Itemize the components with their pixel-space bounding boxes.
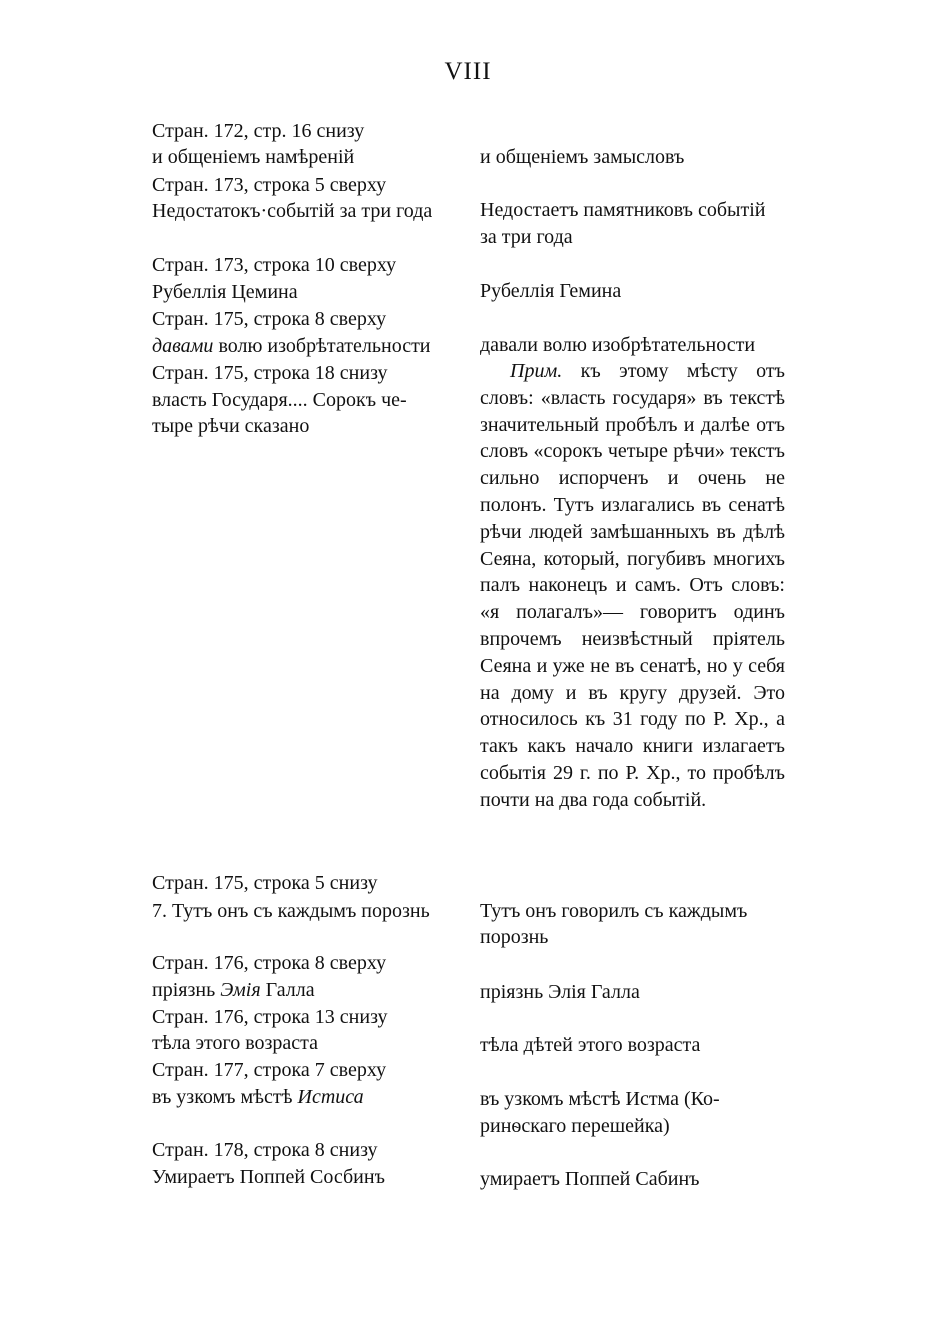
errata-location: Стран. 177, строка 7 сверху — [152, 1059, 387, 1081]
correction-text: и общеніемъ замысловъ — [480, 146, 685, 168]
correction-text: ринѳскаго перешейка) — [480, 1115, 670, 1137]
errata-location: Стран. 175, строка 5 снизу — [152, 872, 378, 894]
correction-text: Тутъ онъ говорилъ съ каждымъ — [480, 900, 748, 922]
errata-wrong-text — [152, 977, 315, 1003]
errata-wrong-text — [152, 1084, 364, 1110]
errata-wrong-text: тѣла этого возраста — [152, 1032, 319, 1054]
errata-wrong-text: Рубеллія Цемина — [152, 281, 298, 303]
errata-location: Стран. 175, строка 8 сверху — [152, 308, 387, 330]
correction-text: за три года — [480, 226, 573, 248]
italic-word: давами — [152, 335, 214, 357]
errata-location: Стран. 178, строка 8 снизу — [152, 1139, 378, 1161]
errata-text-part: Галла — [265, 979, 315, 1001]
errata-location: Стран. 176, строка 13 снизу — [152, 1006, 388, 1028]
errata-wrong-text: власть Государя.... Сорокъ че- — [152, 389, 407, 411]
correction-text: пріязнь Элія Галла — [480, 981, 640, 1003]
page-number: VIII — [444, 58, 492, 85]
errata-text-part: въ узкомъ мѣстѣ — [152, 1086, 293, 1108]
correction-text: Рубеллія Гемина — [480, 280, 622, 302]
errata-location: Стран. 176, строка 8 сверху — [152, 952, 387, 974]
note-label: Прим. — [510, 360, 563, 382]
translator-note — [480, 358, 785, 814]
correction-text: Недостаетъ памятниковъ событій — [480, 199, 766, 221]
italic-word: Эмія — [220, 979, 261, 1001]
errata-location: Стран. 175, строка 18 снизу — [152, 362, 388, 384]
errata-wrong-text: Недостатокъ·событій за три года — [152, 200, 433, 222]
errata-wrong-text: 7. Тутъ онъ съ каждымъ порознь — [152, 900, 430, 922]
errata-wrong-text: и общеніемъ намѣреній — [152, 146, 355, 168]
errata-wrong-text: тыре рѣчи сказано — [152, 415, 310, 437]
correction-text: порознь — [480, 926, 549, 948]
correction-text: въ узкомъ мѣстѣ Истма (Ко- — [480, 1088, 720, 1110]
italic-word: Истиса — [297, 1086, 364, 1108]
correction-text: давали волю изобрѣтательности — [480, 334, 756, 356]
errata-wrong-text: Умираетъ Поппей Сосбинъ — [152, 1166, 385, 1188]
correction-text: умираетъ Поппей Сабинъ — [480, 1168, 700, 1190]
errata-wrong-text — [152, 333, 431, 359]
correction-text: тѣла дѣтей этого возраста — [480, 1034, 701, 1056]
errata-text-part: пріязнь — [152, 979, 216, 1001]
errata-location: Стран. 173, строка 5 сверху — [152, 174, 387, 196]
note-text: къ этому мѣсту отъ словъ: «власть государя» въ текстѣ значительный пробѣлъ и далѣе отъ словъ «сорокъ четыре рѣчи» текстъ сильно испорченъ и очень не полонъ. Тутъ излагались въ сенатѣ рѣчи людей замѣшанныхъ въ дѣлѣ Сеяна, который, погубивъ многихъ палъ наконецъ и самъ. Отъ словъ: «я полагалъ»— говоритъ одинъ впрочемъ неизвѣстный пріятель Сеяна и уже не въ сенатѣ, но у себя на дому и въ кругу друзей. Это относилось къ 31 году по Р. Хр., а такъ какъ начало книги излагаетъ событія 29 г. по Р. Хр., то пробѣлъ почти на два года событій. — [480, 360, 785, 811]
errata-location: Стран. 173, строка 10 сверху — [152, 254, 397, 276]
errata-text-part: волю изобрѣтательности — [218, 335, 431, 357]
errata-location: Стран. 172, стр. 16 снизу — [152, 120, 365, 142]
